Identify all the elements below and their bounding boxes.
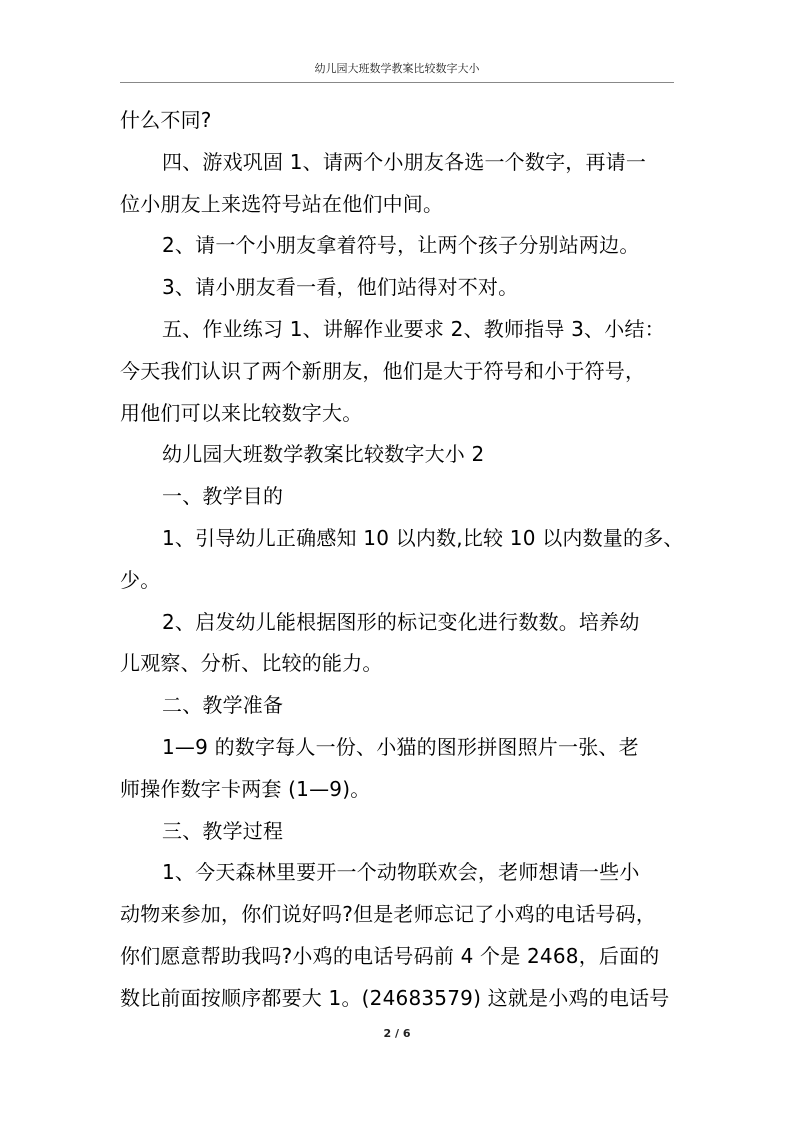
text-line: 什么不同? — [120, 108, 212, 132]
text-line: 动物来参加，你们说好吗?但是老师忘记了小鸡的电话号码， — [120, 902, 657, 927]
text-line: 1、引导幼儿正确感知 10 以内数,比较 10 以内数量的多、 — [162, 525, 684, 550]
text-line: 少。 — [120, 567, 161, 592]
section-heading: 一、教学目的 — [162, 484, 284, 509]
text-line: 数比前面按顺序都要大 1。(24683579) 这就是小鸡的电话号 — [120, 985, 670, 1010]
text-line: 儿观察、分析、比较的能力。 — [120, 651, 383, 676]
text-line: 你们愿意帮助我吗?小鸡的电话号码前 4 个是 2468，后面的 — [120, 943, 660, 968]
text-line: 1—9 的数字每人一份、小猫的图形拼图照片一张、老 — [162, 734, 639, 759]
header-divider — [120, 82, 674, 83]
page-header: 幼儿园大班数学教案比较数字大小 — [314, 62, 480, 75]
document-body — [120, 100, 684, 1020]
section-heading: 三、教学过程 — [162, 818, 284, 843]
text-line: 位小朋友上来选符号站在他们中间。 — [120, 191, 444, 216]
text-line: 2、请一个小朋友拿着符号，让两个孩子分别站两边。 — [162, 233, 640, 258]
text-line: 1、今天森林里要开一个动物联欢会，老师想请一些小 — [162, 860, 640, 885]
text-line: 用他们可以来比较数字大。 — [120, 400, 363, 425]
text-line: 师操作数字卡两套 (1—9)。 — [120, 776, 371, 801]
text-line: 五、作业练习 1、讲解作业要求 2、教师指导 3、小结： — [162, 316, 665, 341]
section-heading: 二、教学准备 — [162, 693, 284, 718]
text-line: 今天我们认识了两个新朋友，他们是大于符号和小于符号， — [120, 358, 646, 383]
text-line: 3、请小朋友看一看，他们站得对不对。 — [162, 275, 519, 300]
page-number: 2 / 6 — [383, 1027, 411, 1040]
section-title: 幼儿园大班数学教案比较数字大小 2 — [162, 442, 485, 467]
text-line: 四、游戏巩固 1、请两个小朋友各选一个数字，再请一 — [162, 149, 647, 174]
text-line: 2、启发幼儿能根据图形的标记变化进行数数。培养幼 — [162, 609, 640, 634]
